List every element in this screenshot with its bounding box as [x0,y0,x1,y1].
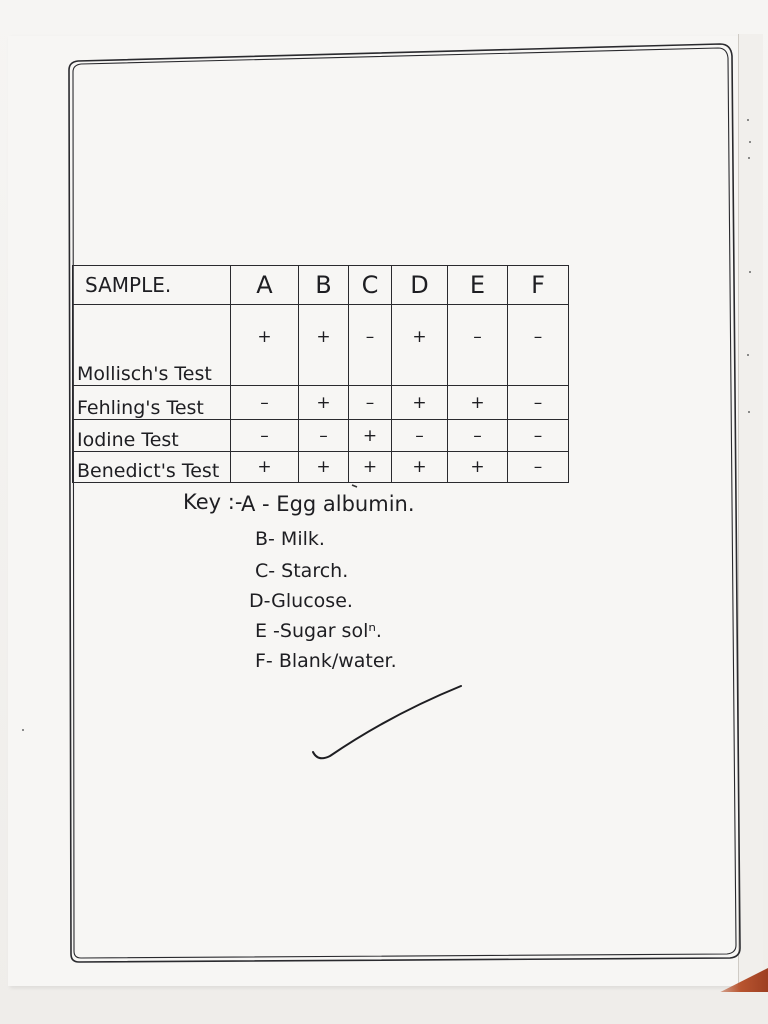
result-cell: + [349,452,392,483]
key-entry-a: A - Egg albumin. [241,492,415,516]
sample-f-header: F [508,266,569,305]
table-row [73,305,569,386]
table-row [73,386,569,420]
key-entry-c: C- Starch. [255,560,349,582]
result-cell: + [448,452,508,483]
result-cell: + [231,305,299,386]
sample-a-header: A [231,266,299,305]
table-row [73,452,569,483]
key-title: Key :- [183,490,243,514]
key-entry-b: B- Milk. [255,528,325,550]
result-cell: + [392,452,448,483]
result-cell: + [299,386,349,420]
sample-header: SAMPLE. [73,266,231,305]
test-name: Fehling's Test [73,386,231,420]
sample-e-header: E [448,266,508,305]
result-cell: + [448,386,508,420]
sample-c-header: C [349,266,392,305]
observation-table [72,265,569,483]
result-cell: – [349,386,392,420]
result-cell: + [392,305,448,386]
table-header-row [73,266,569,305]
result-cell: – [508,452,569,483]
result-cell: + [349,420,392,452]
key-entry-e: E -Sugar solⁿ. [255,620,382,642]
result-cell: – [508,420,569,452]
result-cell: – [231,386,299,420]
test-name: Benedict's Test [73,452,231,483]
key-entry-f: F- Blank/water. [255,650,397,672]
result-cell: + [299,452,349,483]
result-cell: + [392,386,448,420]
result-cell: + [231,452,299,483]
sample-b-header: B [299,266,349,305]
result-cell: – [448,305,508,386]
table-row [73,420,569,452]
sample-d-header: D [392,266,448,305]
key-entry-d: D-Glucose. [249,590,353,612]
result-cell: – [392,420,448,452]
result-cell: – [349,305,392,386]
result-cell: – [299,420,349,452]
test-name: Mollisch's Test [73,305,231,386]
result-cell: – [508,386,569,420]
result-cell: + [299,305,349,386]
result-cell: – [508,305,569,386]
result-cell: – [231,420,299,452]
test-name: Iodine Test [73,420,231,452]
result-cell: – [448,420,508,452]
